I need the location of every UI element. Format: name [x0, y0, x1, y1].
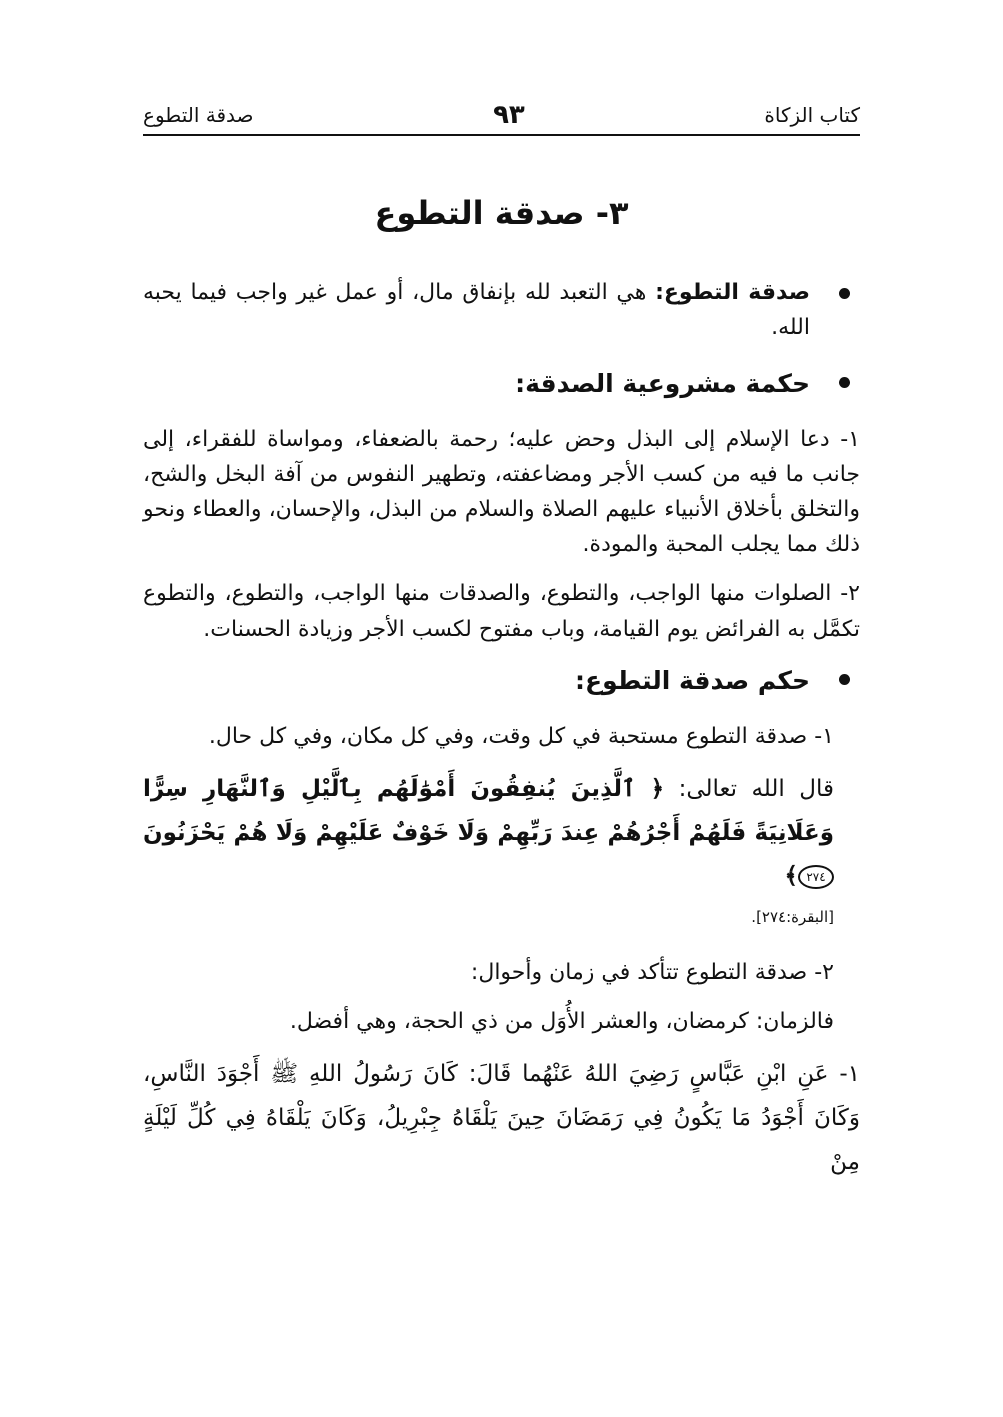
wisdom-heading: حكمة مشروعية الصدقة:	[515, 368, 810, 398]
hadith-text: ١- عَنِ ابْنِ عَبَّاسٍ رَضِيَ اللهُ عَنْهُما قَالَ: كَانَ رَسُولُ اللهِ ﷺ أَجْوَدَ النَّاسِ، وَكَانَ أَجْوَدُ مَا يَكُونُ فِي رَمَضَانَ حِينَ يَلْقَاهُ جِبْرِيلُ، وَكَانَ يَلْقَاهُ فِي كُلِّ لَيْلَةٍ مِنْ	[143, 1061, 860, 1175]
wisdom-heading-item	[143, 364, 860, 404]
ruling-heading: حكم صدقة التطوع:	[575, 665, 810, 695]
header-divider	[143, 134, 860, 136]
page-header	[143, 98, 860, 132]
header-section-title: صدقة التطوع	[143, 103, 254, 127]
verse-close: ﴾	[784, 863, 798, 890]
page-body	[143, 188, 860, 1184]
wisdom-point-2: ٢- الصلوات منها الواجب، والتطوع، والصدقات منها الواجب، والتطوع، والتطوع تكمَّل به الفرائض يوم القيامة، وباب مفتوح لكسب الأجر وزيادة الحسنات.	[143, 581, 860, 642]
bullet-icon	[839, 288, 850, 299]
definition-term: صدقة التطوع:	[655, 280, 810, 306]
ayah-number-icon: ٢٧٤	[798, 865, 834, 889]
definition-text: هي التعبد لله بإنفاق مال، أو عمل غير واجب فيما يحبه الله.	[143, 280, 810, 341]
verse-intro: قال الله تعالى:	[664, 775, 834, 802]
ruling-point-2: ٢- صدقة التطوع تتأكد في زمان وأحوال:	[470, 959, 834, 985]
verse-reference: [البقرة:٢٧٤].	[751, 907, 834, 926]
verse-text: ﴿ ٱلَّذِينَ يُنفِقُونَ أَمْوَٰلَهُم بِٱلَّيْلِ وَٱلنَّهَارِ سِرًّا وَعَلَانِيَةً فَلَهُمْ أَجْرُهُمْ عِندَ رَبِّهِمْ وَلَا خَوْفٌ عَلَيْهِمْ وَلَا هُمْ يَحْزَنُونَ	[143, 775, 834, 846]
page-number: ٩٣	[493, 100, 525, 130]
ruling-heading-item	[143, 661, 860, 701]
wisdom-point-1: ١- دعا الإسلام إلى البذل وحض عليه؛ رحمة بالضعفاء، ومواساة للفقراء، إلى جانب ما فيه من كسب الأجر ومضاعفته، وتطهير النفوس من آفة البخل والشح، والتخلق بأخلاق الأنبياء عليهم الصلاة والسلام من البذل، والإحسان، والعطاء ونحو ذلك مما يجلب المحبة والمودة.	[143, 426, 860, 558]
bullet-icon	[839, 377, 850, 388]
ruling-point-1: ١- صدقة التطوع مستحبة في كل وقت، وفي كل مكان، وفي كل حال.	[208, 723, 834, 749]
section-title: ٣- صدقة التطوع	[374, 194, 629, 232]
time-text: فالزمان: كرمضان، والعشر الأُوَل من ذي الحجة، وهي أفضل.	[289, 1009, 834, 1035]
header-book-title: كتاب الزكاة	[764, 103, 860, 127]
quran-verse	[143, 768, 860, 899]
bullet-icon	[839, 674, 850, 685]
definition-item	[143, 275, 860, 345]
